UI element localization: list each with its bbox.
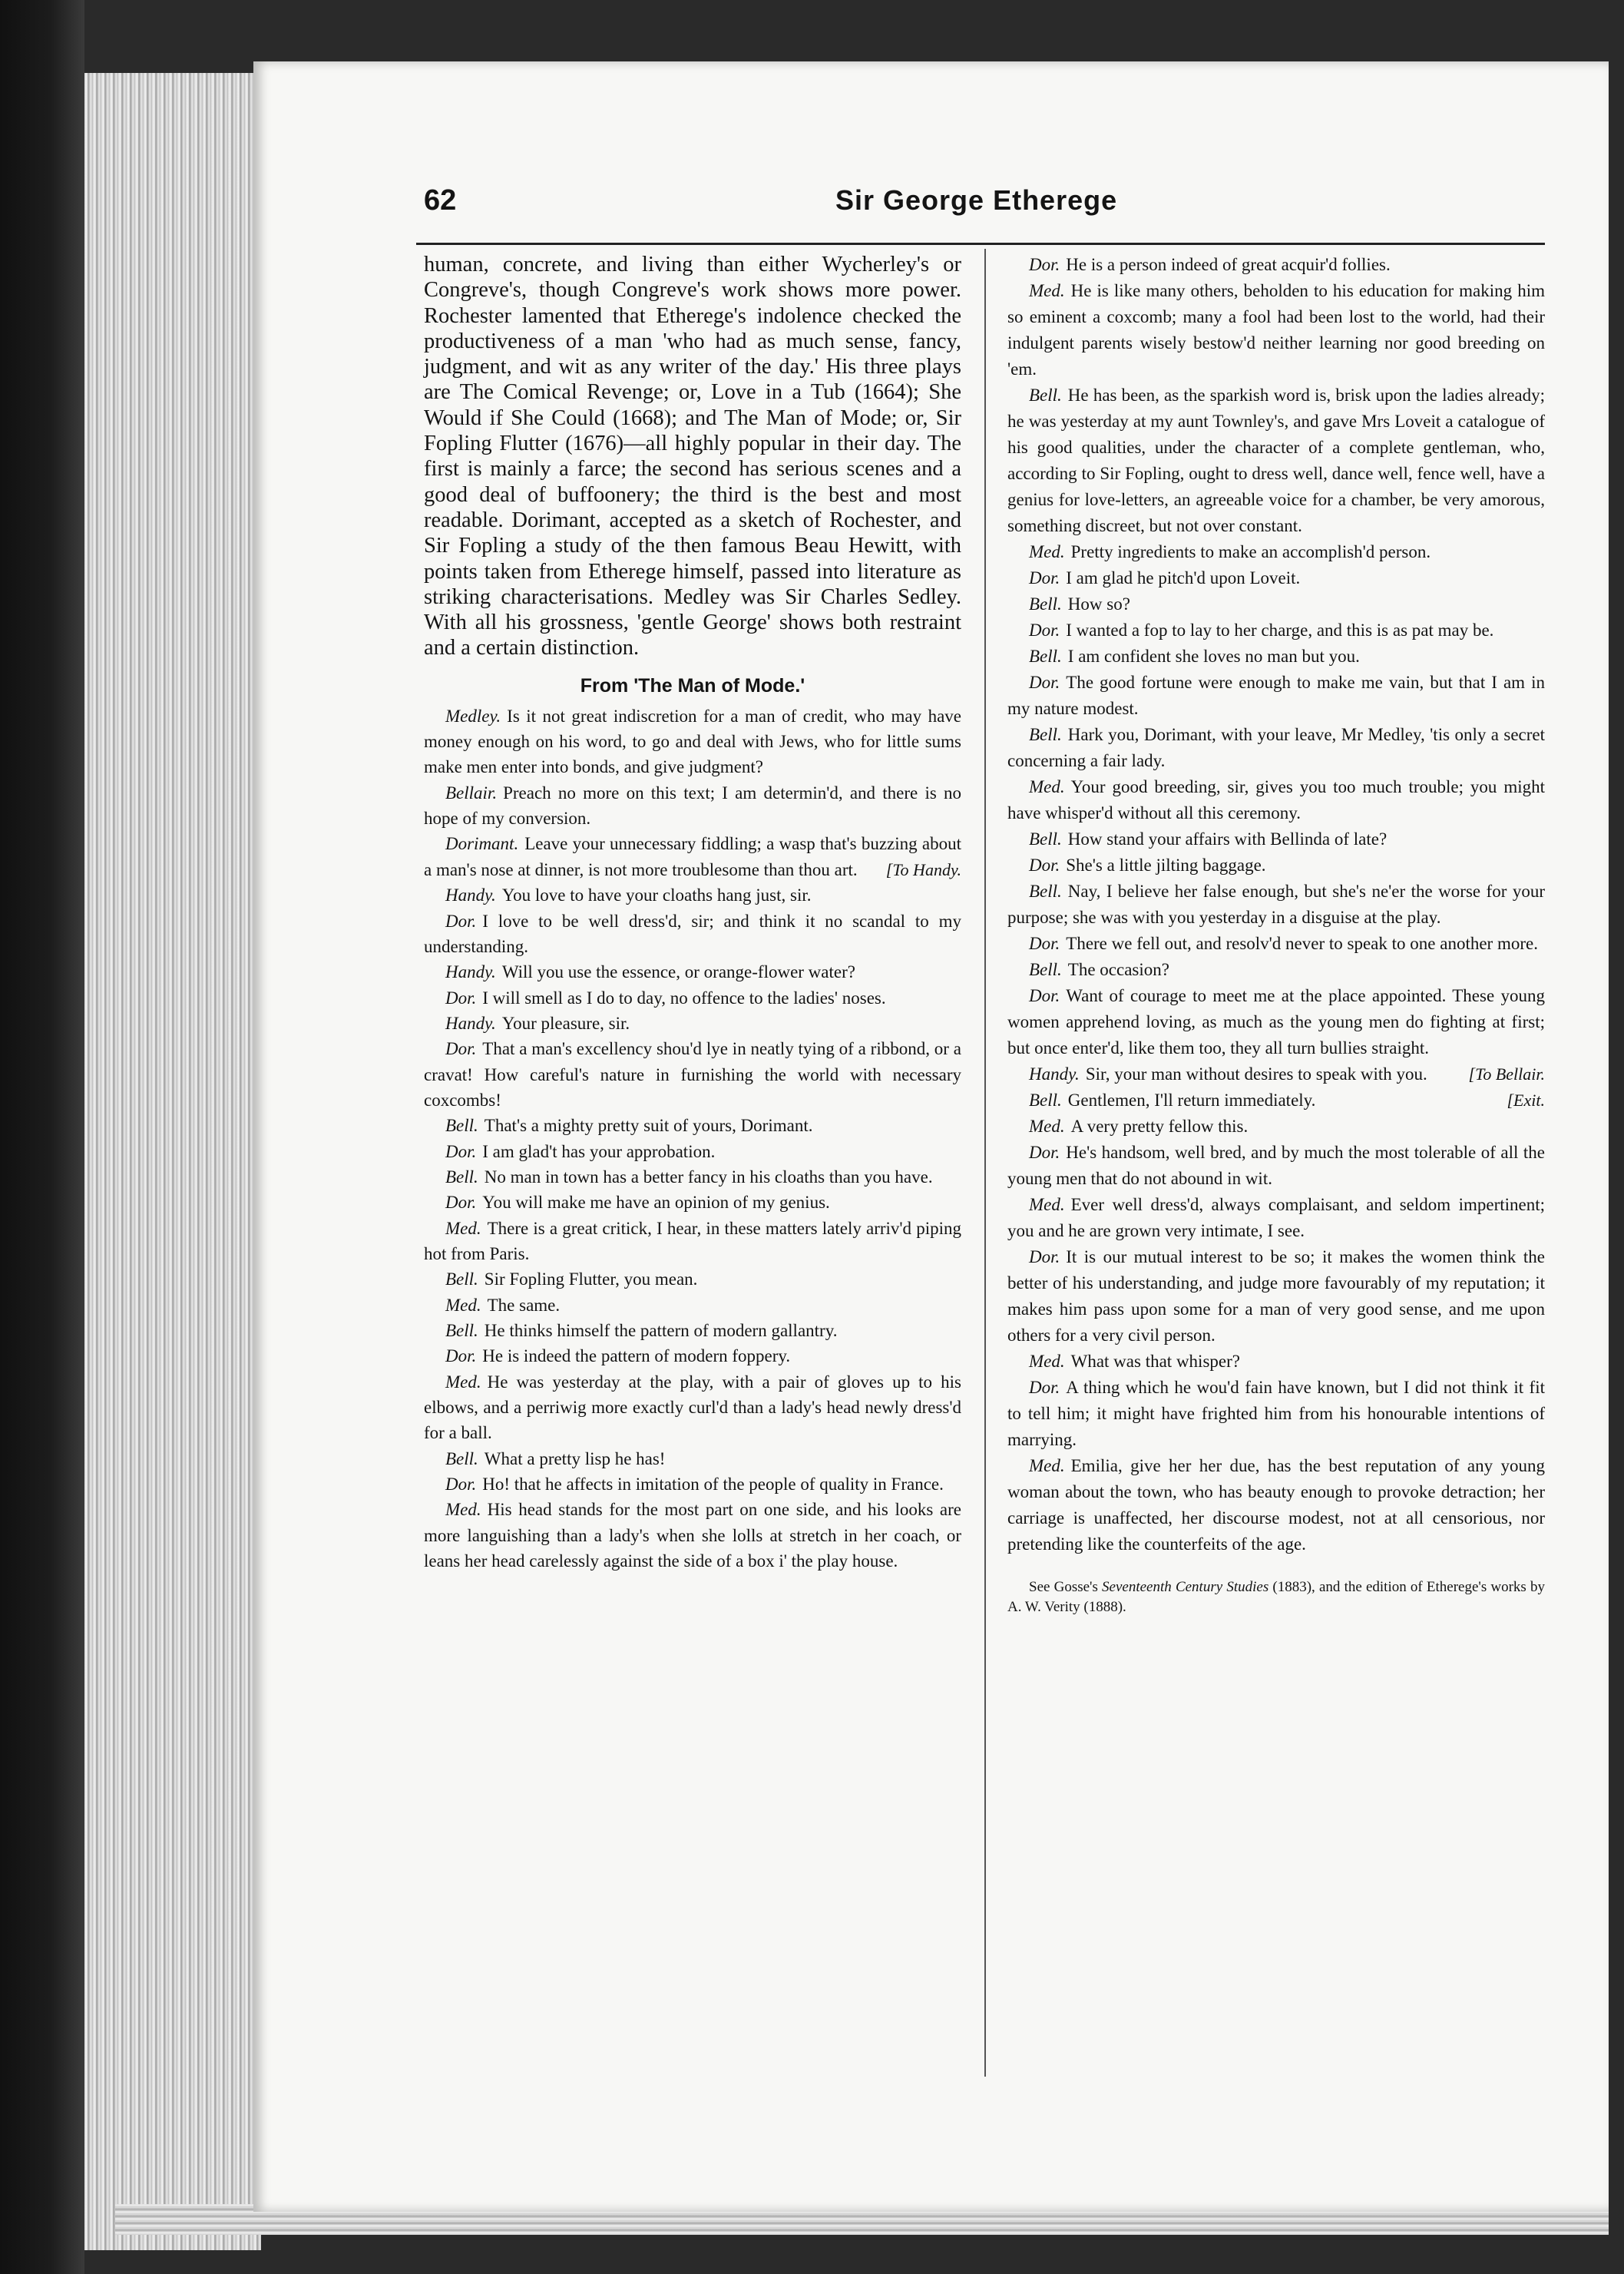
speech-text: Preach no more on this text; I am determin'd, and there is no hope of my conversion. — [424, 783, 961, 829]
speech-text: Your pleasure, sir. — [501, 1013, 630, 1033]
speech-text: I am glad he pitch'd upon Loveit. — [1066, 568, 1301, 588]
speaker-name: Med. — [1029, 777, 1065, 796]
dialogue-line — [424, 909, 961, 960]
speech-text: Leave your unnecessary fiddling; a wasp that's buzzing about a man's nose at dinner, is not more troublesome than thou art. — [424, 834, 961, 879]
speech-text: He was yesterday at the play, with a pair of gloves up to his elbows, and a perriwig more exactly curl'd than a lady's head newly dress'd for a ball. — [424, 1372, 961, 1443]
speech-text: He's handsom, well bred, and by much the most tolerable of all the young men that do not abound in wit. — [1007, 1143, 1545, 1188]
speaker-name: Dor. — [445, 911, 477, 931]
dialogue-line — [1007, 957, 1545, 983]
speech-text: I am confident she loves no man but you. — [1067, 647, 1360, 666]
speaker-name: Handy. — [445, 885, 496, 905]
speech-text: That a man's excellency shou'd lye in neatly tying of a ribbond, or a cravat! How careful's nature in furnishing the world with necessary coxcombs! — [424, 1039, 961, 1110]
speech-text: I love to be well dress'd, sir; and think it no scandal to my understanding. — [424, 911, 961, 956]
speech-text: Will you use the essence, or orange-flower water? — [501, 962, 855, 982]
speaker-name: Bell. — [445, 1116, 478, 1136]
speaker-name: Bell. — [445, 1269, 478, 1289]
footnote-title: Seventeenth Century Studies — [1102, 1579, 1269, 1595]
speaker-name: Handy. — [445, 1013, 496, 1033]
speaker-name: Bell. — [1029, 882, 1062, 901]
dialogue-line — [1007, 983, 1545, 1061]
speaker-name: Dor. — [1029, 568, 1060, 588]
dialogue-line — [424, 1369, 961, 1446]
scan-dark-margin — [0, 0, 84, 2274]
speech-text: His head stands for the most part on one side, and his looks are more languishing than a lady's when she lolls at stretch in her coach, or leans her head carelessly against the side of a box i' the play house. — [424, 1500, 961, 1571]
footnote — [1007, 1577, 1545, 1617]
speech-text: Is it not great indiscretion for a man of credit, who may have money enough on his word, to go and deal with Jews, who for little sums make men enter into bonds, and give judgment? — [424, 706, 961, 777]
dialogue-line — [1007, 278, 1545, 382]
dialogue-line — [1007, 931, 1545, 957]
speaker-name: Dor. — [1029, 255, 1060, 274]
speech-text: What was that whisper? — [1070, 1352, 1240, 1371]
speech-text: You love to have your cloaths hang just, sir. — [501, 885, 812, 905]
dialogue-line — [1007, 852, 1545, 879]
dialogue-line — [424, 1446, 961, 1471]
speech-text: The same. — [487, 1295, 561, 1315]
speech-text: There we fell out, and resolv'd never to speak to one another more. — [1066, 934, 1538, 953]
speaker-name: Bell. — [1029, 647, 1062, 666]
speaker-name: Dor. — [445, 1141, 477, 1161]
dialogue-line — [424, 703, 961, 780]
speech-text: The good fortune were enough to make me vain, but that I am in my nature modest. — [1007, 673, 1545, 718]
dialogue-line — [1007, 1192, 1545, 1244]
dialogue-line — [424, 1036, 961, 1113]
header-rule — [416, 243, 1545, 245]
speech-text: He has been, as the sparkish word is, brisk upon the ladies already; he was yesterday at my aunt Townley's, and gave Mrs Loveit a catalogue of his good qualities, under the character of a complete gentleman, who, according to Sir Fopling, ought to dress well, dance well, fence well, have a genius for love-letters, an agreeable voice for a chamber, be very amorous, something discreet, but not over constant. — [1007, 386, 1545, 535]
dialogue-line — [424, 831, 961, 882]
speaker-name: Med. — [445, 1295, 481, 1315]
speaker-name: Dor. — [445, 988, 477, 1008]
dialogue-line — [424, 1190, 961, 1215]
dialogue-line — [1007, 617, 1545, 644]
speaker-name: Bell. — [1029, 594, 1062, 614]
speaker-name: Bell. — [1029, 725, 1062, 744]
speech-text: Nay, I believe her false enough, but she's ne'er the worse for your purpose; she was with you yesterday in a disguise at the play. — [1007, 882, 1545, 927]
dialogue-line — [424, 1318, 961, 1343]
stage-direction: [Exit. — [1507, 1091, 1545, 1110]
speech-text: He is a person indeed of great acquir'd follies. — [1066, 255, 1391, 274]
speaker-name: Dor. — [1029, 673, 1060, 692]
speech-text: I will smell as I do to day, no offence to the ladies' noses. — [482, 988, 886, 1008]
dialogue-line — [1007, 1244, 1545, 1349]
speech-text: Sir Fopling Flutter, you mean. — [484, 1269, 698, 1289]
dialogue-line — [1007, 591, 1545, 617]
speaker-name: Bell. — [1029, 829, 1062, 849]
dialogue-line — [1007, 539, 1545, 565]
speech-text: That's a mighty pretty suit of yours, Dorimant. — [484, 1116, 813, 1136]
speech-text: No man in town has a better fancy in his cloaths than you have. — [484, 1167, 933, 1187]
dialogue-line — [424, 1164, 961, 1190]
speaker-name: Dor. — [1029, 934, 1060, 953]
dialogue-line — [424, 1011, 961, 1036]
speaker-name: Med. — [1029, 281, 1065, 300]
stage-direction: [To Handy. — [885, 859, 961, 879]
speech-text: He is like many others, beholden to his education for making him so eminent a coxcomb; many a fool had been lost to the world, had their indulgent parents wisely bestow'd neither learning nor good breeding on 'em. — [1007, 281, 1545, 379]
dialogue-line — [1007, 826, 1545, 852]
dialogue-line — [1007, 382, 1545, 539]
book-page-edges — [84, 73, 261, 2250]
column-rule — [984, 249, 986, 2077]
speaker-name: Bell. — [445, 1321, 478, 1340]
dialogue-line — [424, 1266, 961, 1292]
speaker-name: Med. — [1029, 1195, 1065, 1214]
speech-text: He is indeed the pattern of modern foppery. — [482, 1346, 791, 1366]
dialogue-line — [424, 959, 961, 985]
section-heading: From 'The Man of Mode.' — [580, 674, 805, 697]
dialogue-line — [424, 1293, 961, 1318]
speech-text: Your good breeding, sir, gives you too much trouble; you might have whisper'd without all this ceremony. — [1007, 777, 1545, 823]
dialogue-line — [424, 1471, 961, 1497]
speaker-name: Dor. — [445, 1193, 477, 1213]
left-column — [424, 252, 961, 1574]
speech-text: A very pretty fellow this. — [1070, 1117, 1249, 1136]
speaker-name: Bell. — [445, 1167, 478, 1187]
speaker-name: Med. — [445, 1372, 481, 1392]
intro-text — [424, 252, 961, 661]
dialogue-line — [424, 1216, 961, 1267]
speaker-name: Dor. — [1029, 1378, 1060, 1397]
dialogue-line — [1007, 1061, 1545, 1087]
speaker-name: Dor. — [445, 1346, 477, 1366]
stage-direction: [To Bellair. — [1468, 1064, 1545, 1084]
speaker-name: Bell. — [1029, 1091, 1062, 1110]
speech-text: It is our mutual interest to be so; it makes the women think the better of his understanding, and judge more favourably of my reputation; it makes him pass upon some for a man of very good sense, and me upon others for a very civil person. — [1007, 1247, 1545, 1345]
speech-text: I am glad't has your approbation. — [482, 1141, 716, 1161]
speaker-name: Bell. — [445, 1448, 478, 1468]
speech-text: I wanted a fop to lay to her charge, and this is as pat may be. — [1066, 621, 1494, 640]
speaker-name: Dor. — [1029, 1143, 1060, 1162]
speaker-name: Bellair. — [445, 783, 498, 803]
book-page — [253, 61, 1609, 2212]
speech-text: Sir, your man without desires to speak with you. — [1085, 1064, 1427, 1084]
dialogue-line — [1007, 670, 1545, 722]
dialogue-line — [424, 780, 961, 832]
footnote-before: See Gosse's — [1029, 1579, 1103, 1595]
page-number: 62 — [424, 184, 457, 217]
dialogue-line — [1007, 1087, 1545, 1114]
speaker-name: Med. — [1029, 1456, 1065, 1475]
dialogue-line — [1007, 252, 1545, 278]
dialogue-line — [1007, 644, 1545, 670]
speech-text: Want of courage to meet me at the place appointed. These young women apprehend loving, as much as the young men do fighting at first; but once enter'd, like them too, they all turn bullies straight. — [1007, 986, 1545, 1058]
speaker-name: Bell. — [1029, 960, 1062, 979]
speech-text: You will make me have an opinion of my genius. — [482, 1193, 830, 1213]
dialogue-line — [424, 1113, 961, 1138]
dialogue-line — [1007, 879, 1545, 931]
speech-text: A thing which he wou'd fain have known, but I did not think it fit to tell him; it might have frighted him from his honourable intentions of marrying. — [1007, 1378, 1545, 1449]
speech-text: Ho! that he affects in imitation of the people of quality in France. — [482, 1475, 944, 1494]
intro-paragraph: human, concrete, and living than either Wycherley's or Congreve's, though Congreve's work shows more power. Rochester lamented that Etherege's indolence checked the productiveness of a man 'who had as much sense, fancy, judgment, and wit as any writer of the day.' His three plays are The Comical Revenge; or, Love in a Tub (1664); She Would if She Could (1668); and The Man of Mode; or, Sir Fopling Flutter (1676)—all highly popular in their day. The first is mainly a farce; the second has serious scenes and a good deal of buffoonery; the third is the best and most readable. Dorimant, accepted as a sketch of Rochester, and Sir Fopling a study of the then famous Beau Hewitt, with points taken from Etherege himself, passed into literature as striking characterisations. Medley was Sir Charles Sedley. With all his grossness, 'gentle George' shows both restraint and a certain distinction. — [424, 253, 961, 660]
dialogue-line — [1007, 774, 1545, 826]
speech-text: Ever well dress'd, always complaisant, and seldom impertinent; you and he are grown very intimate, I see. — [1007, 1195, 1545, 1240]
speech-text: She's a little jilting baggage. — [1066, 856, 1266, 875]
speaker-name: Med. — [1029, 542, 1065, 561]
dialogue-line — [424, 985, 961, 1011]
speaker-name: Handy. — [445, 962, 496, 982]
speech-text: How stand your affairs with Bellinda of late? — [1067, 829, 1388, 849]
speaker-name: Medley. — [445, 706, 501, 726]
speech-text: Pretty ingredients to make an accomplish'd person. — [1070, 542, 1431, 561]
speaker-name: Dor. — [1029, 621, 1060, 640]
dialogue-line — [424, 1497, 961, 1574]
speaker-name: Med. — [1029, 1352, 1065, 1371]
speaker-name: Med. — [445, 1218, 481, 1238]
speech-text: Gentlemen, I'll return immediately. — [1067, 1091, 1316, 1110]
dialogue-line — [1007, 722, 1545, 774]
dialogue-line — [1007, 1114, 1545, 1140]
speaker-name: Bell. — [1029, 386, 1062, 405]
dialogue-line — [1007, 1453, 1545, 1557]
dialogue-line — [1007, 565, 1545, 591]
speech-text: Hark you, Dorimant, with your leave, Mr Medley, 'tis only a secret concerning a fair lady. — [1007, 725, 1545, 770]
speech-text: There is a great critick, I hear, in these matters lately arriv'd piping hot from Paris. — [424, 1218, 961, 1263]
dialogue-line — [1007, 1375, 1545, 1453]
speaker-name: Dor. — [1029, 986, 1060, 1005]
dialogue-right — [1007, 252, 1545, 1557]
speaker-name: Dor. — [445, 1475, 477, 1494]
dialogue-line — [1007, 1349, 1545, 1375]
speech-text: What a pretty lisp he has! — [484, 1448, 666, 1468]
dialogue-line — [424, 1139, 961, 1164]
speaker-name: Med. — [1029, 1117, 1065, 1136]
dialogue-line — [424, 1343, 961, 1369]
speaker-name: Handy. — [1029, 1064, 1080, 1084]
footnote-after: (1883), and the edition of Etherege's works by A. W. Verity (1888). — [1007, 1579, 1546, 1615]
speech-text: The occasion? — [1067, 960, 1169, 979]
speech-text: He thinks himself the pattern of modern gallantry. — [484, 1321, 838, 1340]
speaker-name: Med. — [445, 1500, 481, 1520]
running-head: Sir George Etherege — [835, 184, 1118, 216]
speaker-name: Dor. — [1029, 856, 1060, 875]
speaker-name: Dor. — [445, 1039, 477, 1059]
speech-text: Emilia, give her her due, has the best reputation of any young woman about the town, who has beauty enough to provoke detraction; her carriage is unaffected, her discourse modest, not at all censorious, nor pretending like the counterfeits of the age. — [1007, 1456, 1545, 1554]
dialogue-line — [1007, 1140, 1545, 1192]
speech-text: How so? — [1067, 594, 1130, 614]
speaker-name: Dorimant. — [445, 834, 519, 854]
speaker-name: Dor. — [1029, 1247, 1060, 1266]
right-column — [1007, 252, 1545, 1632]
dialogue-line — [424, 882, 961, 908]
dialogue-left — [424, 703, 961, 1574]
